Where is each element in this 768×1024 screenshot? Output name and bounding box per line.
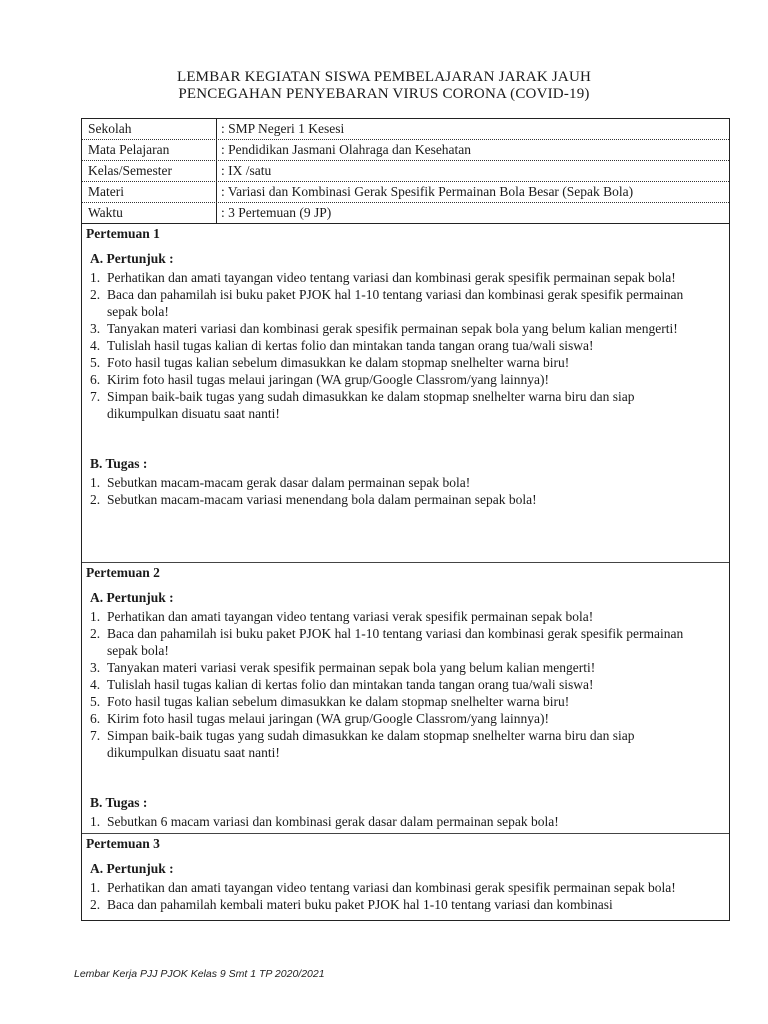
list-text: Foto hasil tugas kalian sebelum dimasukkan ke dalam stopmap snelhelter warna biru! — [107, 694, 570, 709]
list-number: 3. — [90, 321, 101, 336]
list-text: Perhatikan dan amati tayangan video tentang variasi dan kombinasi gerak spesifik permainan sepak bola! — [107, 880, 676, 895]
info-label: Mata Pelajaran — [82, 140, 217, 160]
info-row-subject — [82, 140, 729, 161]
list-text: Kirim foto hasil tugas melaui jaringan (WA grup/Google Classrom/yang lainnya)! — [107, 372, 550, 387]
list-item — [82, 269, 729, 286]
list-text: Baca dan pahamilah isi buku paket PJOK hal 1-10 tentang variasi dan kombinasi gerak spesifik permainan sepak bola! — [107, 626, 684, 658]
list-text: Foto hasil tugas kalian sebelum dimasukkan ke dalam stopmap snelhelter warna biru! — [107, 355, 570, 370]
meeting-title: Pertemuan 3 — [86, 836, 160, 851]
list-number: 1. — [90, 609, 101, 624]
list-item — [82, 879, 729, 896]
info-value: : 3 Pertemuan (9 JP) — [221, 205, 332, 220]
list-text: Simpan baik-baik tugas yang sudah dimasukkan ke dalam stopmap snelhelter warna biru dan siap dikumpulkan disuatu saat nanti! — [107, 728, 635, 760]
list-item — [82, 896, 729, 913]
list-text: Simpan baik-baik tugas yang sudah dimasukkan ke dalam stopmap snelhelter warna biru dan siap dikumpulkan disuatu saat nanti! — [107, 389, 635, 421]
list-number: 1. — [90, 814, 101, 829]
list-number: 3. — [90, 660, 101, 675]
list-item — [82, 676, 729, 693]
list-item — [82, 388, 729, 422]
info-row-class-semester — [82, 161, 729, 182]
info-value: : Variasi dan Kombinasi Gerak Spesifik Permainan Bola Besar (Sepak Bola) — [221, 184, 634, 199]
info-row-material — [82, 182, 729, 203]
tasks-heading: B. Tugas : — [90, 795, 148, 810]
list-text: Sebutkan macam-macam gerak dasar dalam permainan sepak bola! — [107, 475, 471, 490]
meeting-1-section — [82, 224, 729, 563]
info-label: Kelas/Semester — [82, 161, 217, 181]
info-label: Sekolah — [82, 119, 217, 139]
meeting-3-section — [82, 834, 729, 920]
list-number: 2. — [90, 897, 101, 912]
list-number: 4. — [90, 338, 101, 353]
instructions-heading: A. Pertunjuk : — [90, 590, 174, 605]
list-text: Baca dan pahamilah isi buku paket PJOK hal 1-10 tentang variasi dan kombinasi gerak spesifik permainan sepak bola! — [107, 287, 684, 319]
instructions-list — [82, 608, 729, 761]
meeting-2-section — [82, 563, 729, 834]
list-text: Tulislah hasil tugas kalian di kertas folio dan mintakan tanda tangan orang tua/wali siswa! — [107, 677, 594, 692]
meeting-title: Pertemuan 2 — [86, 565, 160, 580]
info-value: : SMP Negeri 1 Kesesi — [221, 121, 345, 136]
meeting-title: Pertemuan 1 — [86, 226, 160, 241]
list-item — [82, 727, 729, 761]
list-number: 5. — [90, 694, 101, 709]
document-title-line-1: LEMBAR KEGIATAN SISWA PEMBELAJARAN JARAK JAUH — [176, 69, 592, 85]
list-number: 5. — [90, 355, 101, 370]
list-item — [82, 710, 729, 727]
list-number: 1. — [90, 270, 101, 285]
info-row-time — [82, 203, 729, 224]
list-item — [82, 371, 729, 388]
instructions-heading: A. Pertunjuk : — [90, 251, 174, 266]
list-item — [82, 659, 729, 676]
tasks-list — [82, 813, 729, 830]
list-text: Sebutkan macam-macam variasi menendang bola dalam permainan sepak bola! — [107, 492, 537, 507]
list-item — [82, 813, 729, 830]
list-item — [82, 320, 729, 337]
instructions-list — [82, 269, 729, 422]
list-number: 2. — [90, 626, 101, 641]
list-item — [82, 337, 729, 354]
list-item — [82, 625, 729, 659]
list-item — [82, 608, 729, 625]
list-text: Sebutkan 6 macam variasi dan kombinasi gerak dasar dalam permainan sepak bola! — [107, 814, 559, 829]
list-number: 1. — [90, 475, 101, 490]
page-footer: Lembar Kerja PJJ PJOK Kelas 9 Smt 1 TP 2020/2021 — [74, 968, 325, 980]
list-text: Tanyakan materi variasi dan kombinasi gerak spesifik permainan sepak bola yang belum kalian mengerti! — [107, 321, 678, 336]
list-number: 2. — [90, 492, 101, 507]
list-number: 6. — [90, 372, 101, 387]
info-value: : Pendidikan Jasmani Olahraga dan Kesehatan — [221, 142, 472, 157]
instructions-list — [82, 879, 729, 913]
list-text: Perhatikan dan amati tayangan video tentang variasi dan kombinasi gerak spesifik permainan sepak bola! — [107, 270, 676, 285]
list-number: 6. — [90, 711, 101, 726]
list-item — [82, 693, 729, 710]
instructions-heading: A. Pertunjuk : — [90, 861, 174, 876]
document-title-line-2: PENCEGAHAN PENYEBARAN VIRUS CORONA (COVID-19) — [178, 86, 590, 102]
list-text: Kirim foto hasil tugas melaui jaringan (WA grup/Google Classrom/yang lainnya)! — [107, 711, 550, 726]
info-value: : IX /satu — [221, 163, 272, 178]
list-item — [82, 354, 729, 371]
info-label: Materi — [82, 182, 217, 202]
list-number: 7. — [90, 728, 101, 743]
list-number: 1. — [90, 880, 101, 895]
list-text: Tanyakan materi variasi verak spesifik permainan sepak bola yang belum kalian mengerti! — [107, 660, 596, 675]
list-text: Tulislah hasil tugas kalian di kertas folio dan mintakan tanda tangan orang tua/wali siswa! — [107, 338, 594, 353]
tasks-list — [82, 474, 729, 508]
worksheet-table — [81, 118, 730, 921]
list-item — [82, 474, 729, 491]
info-row-school — [82, 119, 729, 140]
list-item — [82, 491, 729, 508]
list-item — [82, 286, 729, 320]
info-label: Waktu — [82, 203, 217, 223]
list-number: 2. — [90, 287, 101, 302]
list-number: 7. — [90, 389, 101, 404]
list-text: Baca dan pahamilah kembali materi buku paket PJOK hal 1-10 tentang variasi dan kombinasi — [107, 897, 613, 912]
list-number: 4. — [90, 677, 101, 692]
tasks-heading: B. Tugas : — [90, 456, 148, 471]
list-text: Perhatikan dan amati tayangan video tentang variasi verak spesifik permainan sepak bola! — [107, 609, 594, 624]
